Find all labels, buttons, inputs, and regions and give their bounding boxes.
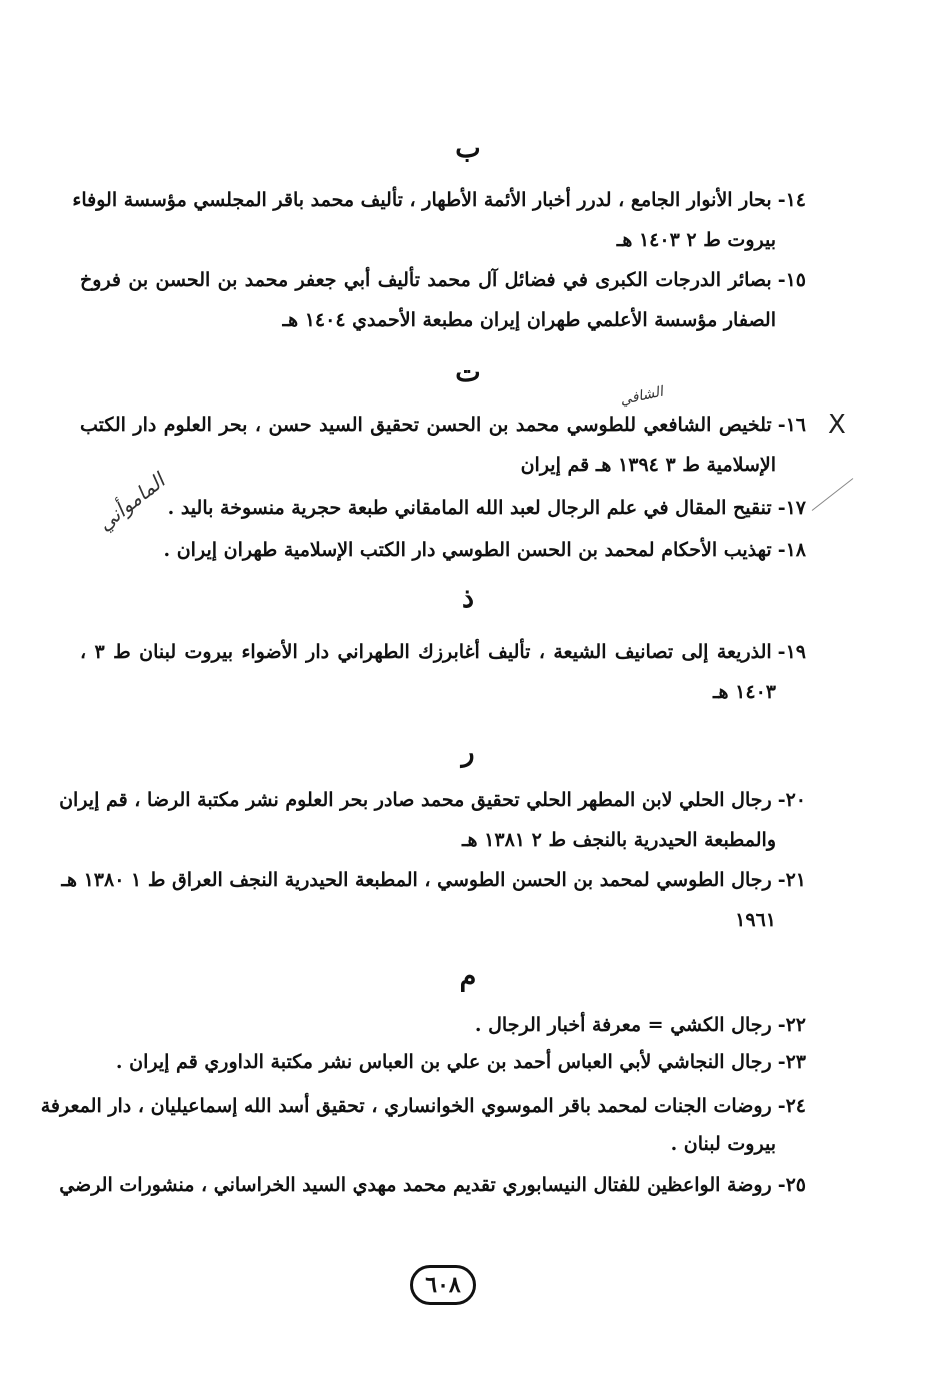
entry-number: ١٤-	[777, 189, 806, 211]
entry-text: الذريعة إلى تصانيف الشيعة ، تأليف أغابرزك الطهراني دار الأضواء بيروت لبنان ط ٣ ،	[80, 641, 772, 663]
entry-text: تنقيح المقال في علم الرجال لعبد الله المامقاني طبعة حجرية منسوخة باليد .	[167, 497, 772, 519]
entry-16	[80, 411, 806, 439]
entry-text: تهذيب الأحكام لمحمد بن الحسن الطوسي دار الكتب الإسلامية طهران إيران .	[163, 539, 772, 561]
entry-17	[80, 494, 806, 522]
entry-number: ١٥-	[777, 269, 806, 291]
entry-text: روضات الجنات لمحمد باقر الموسوي الخوانساري ، تحقيق أسد الله إسماعيليان ، دار المعرفة	[40, 1095, 772, 1117]
entry-text: رجال الطوسي لمحمد بن الحسن الطوسي ، المطبعة الحيدرية النجف العراق ط ١ ١٣٨٠ هـ	[61, 869, 772, 891]
handwritten-margin-note: الماموأني	[92, 468, 170, 536]
section-letter-mim: م	[459, 961, 477, 992]
handwritten-x-mark: X	[828, 410, 846, 440]
entry-number: ٢٤-	[777, 1095, 806, 1117]
entry-number: ١٧-	[777, 497, 806, 519]
entry-21-continuation: ١٩٦١	[735, 909, 776, 931]
entry-20-continuation: والمطبعة الحيدرية بالنجف ط ٢ ١٣٨١ هـ	[461, 829, 776, 851]
handwritten-correction-above-16: الشافي	[618, 383, 665, 409]
entry-number: ٢٠-	[777, 789, 806, 811]
section-letter-ba: ب	[455, 133, 481, 164]
entry-number: ١٨-	[777, 539, 806, 561]
section-letter-dhal: ذ	[461, 583, 475, 614]
entry-text: رجال الكشي = معرفة أخبار الرجال .	[474, 1014, 772, 1036]
entry-19	[80, 638, 806, 666]
entry-number: ٢١-	[777, 869, 806, 891]
entry-text: بصائر الدرجات الكبرى في فضائل آل محمد تأليف أبي جعفر محمد بن الحسن بن فروخ	[80, 269, 772, 291]
entry-18	[80, 536, 806, 564]
entry-number: ١٩-	[777, 641, 806, 663]
entry-number: ٢٥-	[777, 1174, 806, 1196]
entry-14	[72, 186, 806, 214]
entry-text: رجال النجاشي لأبي العباس أحمد بن علي بن العباس نشر مكتبة الداوري قم إيران .	[115, 1051, 772, 1073]
entry-23	[80, 1048, 806, 1076]
entry-number: ٢٢-	[777, 1014, 806, 1036]
entry-16-continuation: الإسلامية ط ٣ ١٣٩٤ هـ قم إيران	[520, 454, 776, 476]
entry-22	[80, 1011, 806, 1039]
pencil-slash-mark	[812, 478, 854, 511]
page-number: ٦٠٨	[410, 1265, 476, 1305]
entry-15	[80, 266, 806, 294]
entry-19-continuation: ١٤٠٣ هـ	[712, 681, 776, 703]
entry-20	[59, 786, 806, 814]
entry-15-continuation: الصفار مؤسسة الأعلمي طهران إيران مطبعة الأحمدي ١٤٠٤ هـ	[282, 309, 776, 331]
entry-24	[40, 1092, 806, 1120]
entry-21	[61, 866, 806, 894]
entry-text: روضة الواعظين للفتال النيسابوري تقديم محمد مهدي السيد الخراساني ، منشورات الرضي	[59, 1174, 772, 1196]
entry-text: رجال الحلي لابن المطهر الحلي تحقيق محمد صادر بحر العلوم نشر مكتبة الرضا ، قم إيران	[59, 789, 772, 811]
section-letter-ta: ت	[455, 357, 481, 388]
entry-text: بحار الأنوار الجامع ، لدرر أخبار الأئمة الأطهار ، تأليف محمد باقر المجلسي مؤسسة الوفاء	[72, 189, 772, 211]
entry-text: تلخيص الشافعي للطوسي محمد بن الحسن تحقيق السيد حسن ، بحر العلوم دار الكتب	[80, 414, 772, 436]
entry-number: ٢٣-	[777, 1051, 806, 1073]
entry-14-continuation: بيروت ط ٢ ١٤٠٣ هـ	[616, 229, 776, 251]
entry-number: ١٦-	[777, 414, 806, 436]
section-letter-ra: ر	[461, 737, 475, 768]
entry-24-continuation: بيروت لبنان .	[670, 1133, 776, 1155]
entry-25	[59, 1171, 806, 1199]
